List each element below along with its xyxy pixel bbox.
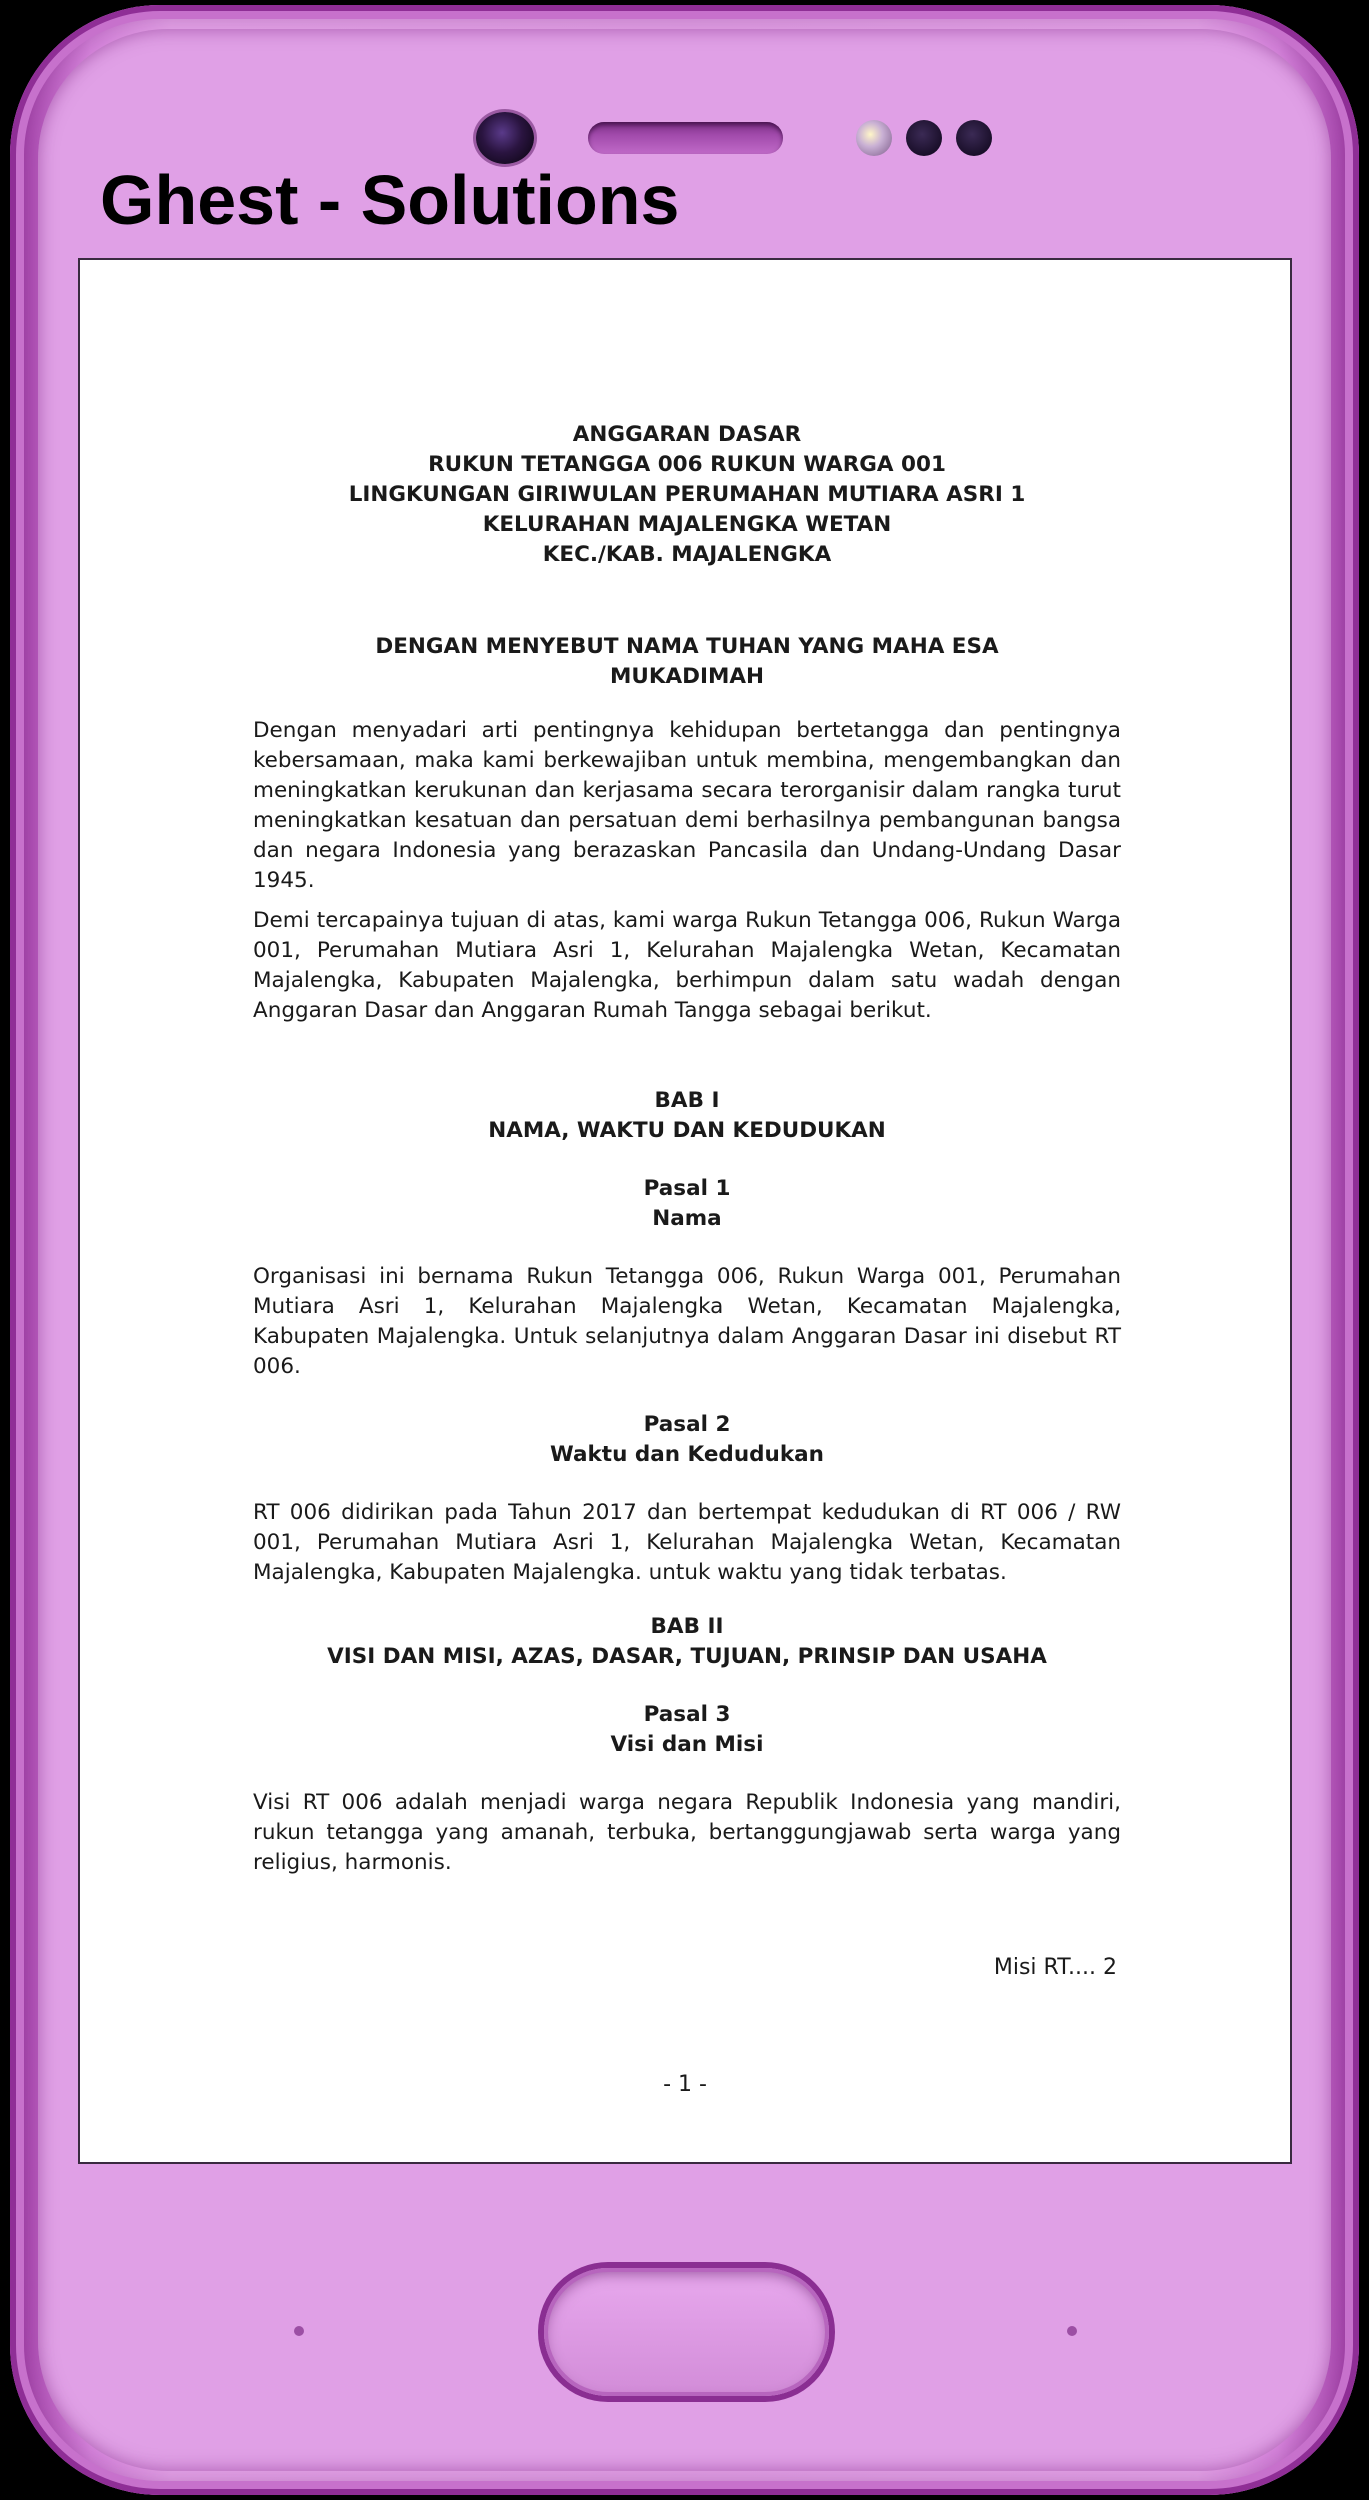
bezel-dot-right <box>1067 2326 1077 2336</box>
chapter-title: NAMA, WAKTU DAN KEDUDUKAN <box>488 1118 886 1143</box>
earpiece-speaker <box>588 122 783 154</box>
mukadimah-paragraph: Dengan menyadari arti pentingnya kehidupan bertetangga dan pentingnya kebersamaan, maka kami berkewajiban untuk membina, mengembangkan dan meningkatkan kerukunan dan kerjasama secara terorganisir dalam rangka turut meningkatkan kesatuan dan persatuan demi berhasilnya pembangunan bangsa dan negara Indonesia yang berazaskan Pancasila dan Undang-Undang Dasar 1945. <box>253 718 1121 893</box>
article-text: RT 006 didirikan pada Tahun 2017 dan bertempat kedudukan di RT 006 / RW 001, Perumahan Mutiara Asri 1, Kelurahan Majalengka Wetan, Kecamatan Majalengka, Kabupaten Majalengka. untuk waktu yang tidak terbatas. <box>253 1500 1121 1585</box>
document-viewer[interactable] <box>78 258 1292 2164</box>
header-line: RUKUN TETANGGA 006 RUKUN WARGA 001 <box>428 452 946 477</box>
article-text: Organisasi ini bernama Rukun Tetangga 006, Rukun Warga 001, Perumahan Mutiara Asri 1, Kelurahan Majalengka Wetan, Kecamatan Majalengka, Kabupaten Majalengka. Untuk selanjutnya dalam Anggaran Dasar ini disebut RT 006. <box>253 1264 1121 1379</box>
mukadimah-paragraph: Demi tercapainya tujuan di atas, kami warga Rukun Tetangga 006, Rukun Warga 001, Perumahan Mutiara Asri 1, Kelurahan Majalengka Wetan, Kecamatan Majalengka, Kabupaten Majalengka, berhimpun dalam satu wadah dengan Anggaran Dasar dan Anggaran Rumah Tangga sebagai berikut. <box>253 908 1121 1023</box>
article-title: Waktu dan Kedudukan <box>550 1442 824 1467</box>
chapter-title: VISI DAN MISI, AZAS, DASAR, TUJUAN, PRINSIP DAN USAHA <box>327 1644 1047 1669</box>
bezel-dot-left <box>294 2326 304 2336</box>
continuation-note: Misi RT.... 2 <box>993 1955 1117 1980</box>
article-title: Nama <box>652 1206 722 1231</box>
article-text: Visi RT 006 adalah menjadi warga negara Republik Indonesia yang mandiri, rukun tetangga yang amanah, terbuka, bertanggungjawab serta warga yang religius, harmonis. <box>253 1790 1121 1875</box>
light-sensor <box>906 120 942 156</box>
page-number: - 1 - <box>663 2072 707 2097</box>
article-label: Pasal 1 <box>643 1176 731 1201</box>
header-line: ANGGARAN DASAR <box>572 422 802 447</box>
document-page <box>253 420 1121 1878</box>
header-line: KEC./KAB. MAJALENGKA <box>542 542 832 567</box>
chapter-label: BAB II <box>650 1614 724 1639</box>
home-button[interactable] <box>544 2268 829 2396</box>
section-heading: MUKADIMAH <box>609 664 765 689</box>
app-brand-title: Ghest - Solutions <box>100 161 680 239</box>
article-title: Visi dan Misi <box>610 1732 764 1757</box>
chapter-label: BAB I <box>654 1088 720 1113</box>
article-label: Pasal 2 <box>643 1412 731 1437</box>
header-line: LINGKUNGAN GIRIWULAN PERUMAHAN MUTIARA ASRI 1 <box>348 482 1026 507</box>
header-line: KELURAHAN MAJALENGKA WETAN <box>482 512 892 537</box>
preamble-line: DENGAN MENYEBUT NAMA TUHAN YANG MAHA ESA <box>375 634 999 659</box>
article-label: Pasal 3 <box>643 1702 731 1727</box>
flash-sensor <box>956 120 992 156</box>
proximity-sensor <box>856 120 892 156</box>
front-camera <box>476 112 534 164</box>
